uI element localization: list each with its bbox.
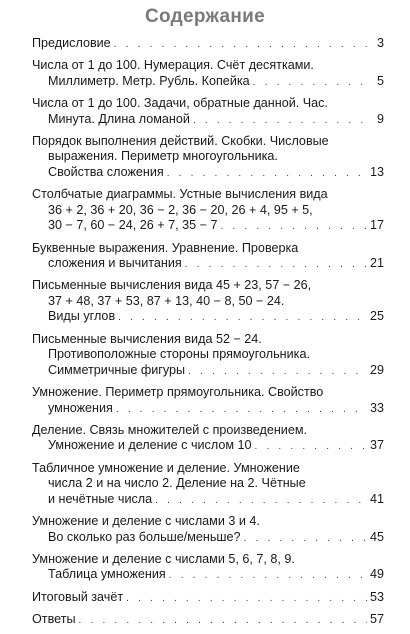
toc-entry-text: и нечётные числа	[48, 491, 153, 506]
dot-leader	[253, 75, 369, 91]
toc-entry-text: Столбчатые диаграммы. Устные вычисления вида	[32, 187, 328, 202]
toc-entry	[32, 187, 384, 235]
toc-entry-text: Порядок выполнения действий. Скобки. Числовые	[32, 133, 329, 148]
toc-entry	[32, 612, 384, 629]
toc-page-number: 33	[369, 400, 384, 415]
toc-entry-text: Письменные вычисления вида 52 − 24.	[32, 331, 262, 346]
toc-entry	[32, 36, 384, 53]
dot-leader	[79, 613, 367, 629]
dot-leader	[155, 493, 367, 509]
toc-entry-text: 36 + 2, 36 + 20, 36 − 2, 36 − 20, 26 + 4, 95 + 5,	[48, 202, 313, 217]
dot-leader	[255, 439, 367, 455]
toc-entry	[32, 514, 384, 546]
toc-entry	[32, 96, 384, 128]
toc-page-number: 53	[369, 589, 384, 604]
toc-entry-text: Предисловие	[32, 36, 111, 50]
dot-leader	[118, 310, 367, 326]
toc-entry-text: Умножение и деление с числами 5, 6, 7, 8, 9.	[32, 551, 295, 566]
toc-entry	[32, 590, 384, 607]
toc-page-number: 45	[369, 529, 384, 544]
toc-page-number: 49	[369, 567, 384, 582]
toc-entry	[32, 423, 384, 455]
toc-entry	[32, 385, 384, 417]
toc-entry-text: сложения и вычитания	[48, 256, 182, 271]
toc-entry-text: Числа от 1 до 100. Нумерация. Счёт десятками.	[32, 58, 314, 73]
toc-entry	[32, 58, 384, 90]
toc-page-number: 21	[369, 256, 384, 271]
toc-entry-text: Таблица умножения	[48, 567, 166, 582]
toc-entry-text: Итоговый зачёт	[32, 589, 124, 604]
toc-page-number: 5	[376, 73, 384, 88]
toc-entry-text: Виды углов	[48, 309, 116, 324]
dot-leader	[188, 364, 367, 380]
toc-entry	[32, 332, 384, 380]
dot-leader	[167, 166, 367, 182]
toc-entry	[32, 134, 384, 182]
toc-entry-text: 30 − 7, 60 − 24, 26 + 7, 35 − 7	[48, 218, 218, 233]
dot-leader	[185, 257, 367, 273]
toc-page-number: 41	[369, 491, 384, 506]
toc-entry-text: Умножение и деление с числом 10	[48, 438, 252, 453]
dot-leader	[220, 219, 367, 235]
toc-page-number: 3	[376, 36, 384, 50]
toc-entry-text: Буквенные выражения. Уравнение. Проверка	[32, 240, 299, 255]
toc-page-number: 37	[369, 438, 384, 453]
toc-entry-text: выражения. Периметр многоугольника.	[48, 149, 278, 164]
toc-entry-text: Умножение. Периметр прямоугольника. Свойство	[32, 385, 324, 400]
toc-entry-text: Письменные вычисления вида 45 + 23, 57 − 26,	[32, 278, 312, 293]
toc-page-number: 9	[376, 111, 384, 126]
toc-page-number: 57	[369, 611, 384, 626]
toc-page-number: 13	[369, 164, 384, 179]
toc-entry-text: Минута. Длина ломаной	[48, 111, 190, 126]
toc-entry-text: Свойства сложения	[48, 164, 164, 179]
dot-leader	[193, 113, 369, 129]
toc-entry-text: Табличное умножение и деление. Умножение	[32, 460, 300, 475]
toc-entry-text: Миллиметр. Метр. Рубль. Копейка	[48, 73, 250, 88]
toc-entry-text: Ответы	[32, 611, 76, 626]
toc-entry-text: 37 + 48, 37 + 53, 87 + 13, 40 − 8, 50 − 24.	[48, 293, 285, 308]
dot-leader	[114, 37, 369, 53]
toc-entry	[32, 461, 384, 509]
toc-page-number: 25	[369, 309, 384, 324]
toc-entry-text: умножения	[48, 400, 113, 415]
toc-entry	[32, 241, 384, 273]
toc-entry-text: Во сколько раз больше/меньше?	[48, 529, 241, 544]
toc-entry-text: Числа от 1 до 100. Задачи, обратные данной. Час.	[32, 95, 328, 110]
dot-leader	[116, 402, 367, 418]
toc-entry-text: Противоположные стороны прямоугольника.	[48, 347, 310, 362]
toc-entry-text: Симметричные фигуры	[48, 362, 186, 377]
toc-page-number: 17	[369, 218, 384, 233]
toc-entry-text: Умножение и деление с числами 3 и 4.	[32, 513, 260, 528]
toc-entry-text: Деление. Связь множителей с произведением.	[32, 422, 308, 437]
toc-entry-text: числа 2 и на число 2. Деление на 2. Чётные	[48, 476, 306, 491]
toc-page-number: 29	[369, 362, 384, 377]
toc-entry	[32, 278, 384, 326]
dot-leader	[244, 531, 367, 547]
page-title: Содержание	[144, 6, 266, 27]
toc-entry	[32, 552, 384, 584]
dot-leader	[126, 591, 367, 607]
table-of-contents	[32, 36, 384, 634]
